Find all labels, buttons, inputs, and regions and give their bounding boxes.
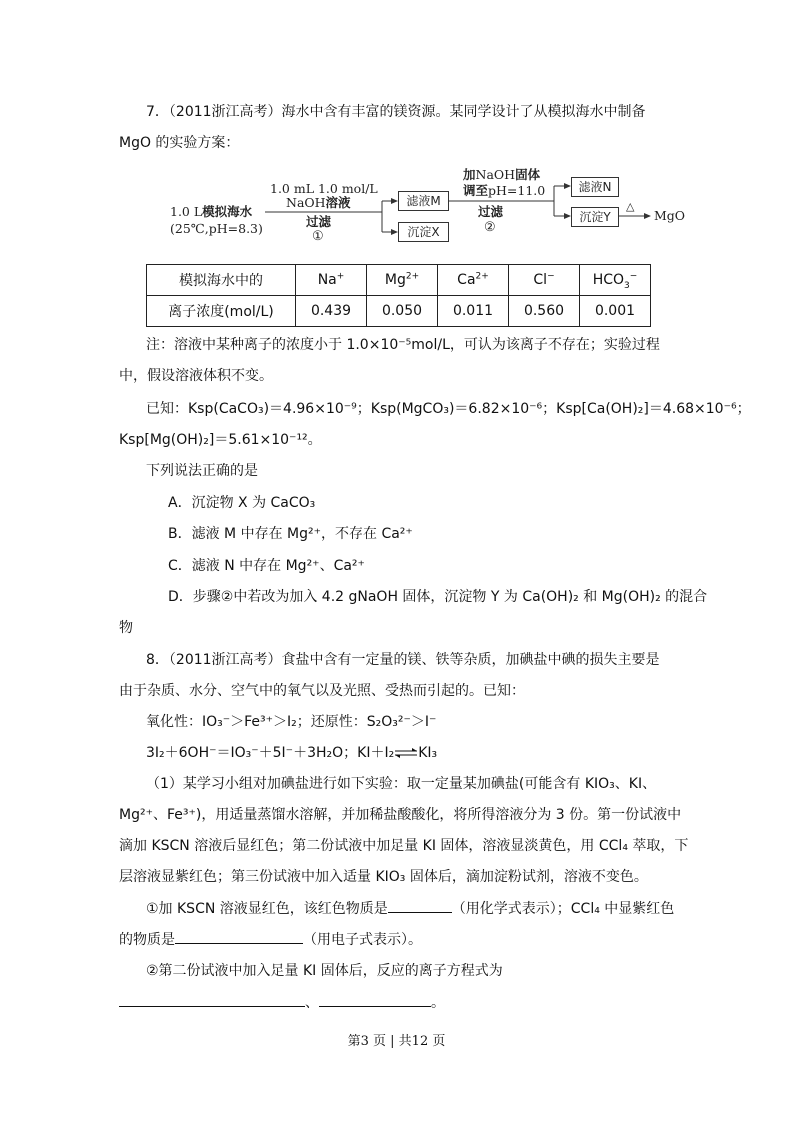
- reagent2-line1: 加NaOH固体: [463, 167, 541, 182]
- q8-equations: [146, 743, 437, 763]
- q7-option-d-line1: D．步骤②中若改为加入 4.2 gNaOH 固体，沉淀物 Y 为 Ca(OH)₂ 和 Mg(OH)₂ 的混合: [168, 589, 708, 605]
- table-row: [147, 265, 651, 296]
- q8-para1-line2: Mg²⁺、Fe³⁺)，用适量蒸馏水溶解，并加稀盐酸酸化，将所得溶液分为 3 份。第一份试液中: [119, 807, 682, 823]
- box-filtrate-m: 滤液M: [398, 191, 449, 211]
- step1-number: ①: [312, 229, 324, 244]
- q8-para1-line4: 层溶液显紫红色；第三份试液中加入适量 KIO₃ 固体后，滴加淀粉试剂，溶液不变色。: [119, 869, 648, 885]
- answer-blank-1[interactable]: [388, 898, 452, 913]
- q8-sub1-line2: 的物质是 （用电子式表示）。: [119, 929, 422, 950]
- q7-question: 下列说法正确的是: [146, 463, 258, 479]
- ion-ca: $Ca^{2+}$: [438, 265, 509, 296]
- q8-para1-line1: （1）某学习小组对加碘盐进行如下实验：取一定量某加碘盐(可能含有 KIO₃、KI、: [146, 776, 657, 792]
- q7-option-b: B．滤液 M 中存在 Mg²⁺，不存在 Ca²⁺: [168, 526, 413, 542]
- value-ca: 0.011: [438, 296, 509, 327]
- heat-symbol: △: [626, 200, 635, 213]
- table-header-1: 模拟海水中的: [147, 265, 296, 296]
- ion-hco3: $HCO_3^-$: [580, 265, 651, 296]
- page-footer: 第3 页 | 共12 页: [347, 1034, 446, 1049]
- value-na: 0.439: [296, 296, 367, 327]
- q7-option-d-line2: 物: [119, 620, 133, 636]
- q8-line1: 8．（2011浙江高考）食盐中含有一定量的镁、铁等杂质，加碘盐中碘的损失主要是: [146, 652, 660, 668]
- table-header-2: 离子浓度(mol/L): [147, 296, 296, 327]
- step2-number: ②: [484, 220, 496, 235]
- q8-sub1-line1: ①加 KSCN 溶液显红色，该红色物质是 （用化学式表示）；CCl₄ 中显紫红色: [146, 898, 674, 919]
- ion-na: Na+: [296, 265, 367, 296]
- reagent1-line2: [286, 196, 351, 210]
- ion-cl: Cl−: [509, 265, 580, 296]
- value-hco3: 0.001: [580, 296, 651, 327]
- equation-text: 3I₂＋6OH⁻＝IO₃⁻＋5I⁻＋3H₂O；KI＋I₂: [146, 745, 395, 761]
- q8-line2: 由于杂质、水分、空气中的氧气以及光照、受热而引起的。已知：: [119, 683, 525, 699]
- reagent1-line1: 1.0 mL 1.0 mol/L: [270, 181, 378, 196]
- q8-sub2: ②第二份试液中加入足量 KI 固体后，反应的离子方程式为: [146, 963, 503, 979]
- value-mg: 0.050: [367, 296, 438, 327]
- q8-para1-line3: 滴加 KSCN 溶液后显红色；第二份试液中加足量 KI 固体，溶液显淡黄色，用 CCl₄ 萃取，下: [119, 838, 689, 854]
- product-mgo: MgO: [654, 208, 686, 223]
- value-cl: 0.560: [509, 296, 580, 327]
- q7-line2: MgO 的实验方案：: [119, 135, 240, 151]
- q7-line1: 7．（2011浙江高考）海水中含有丰富的镁资源。某同学设计了从模拟海水中制备: [146, 104, 646, 120]
- seawater-condition: (25℃,pH=8.3): [170, 221, 263, 236]
- q7-option-a: A．沉淀物 X 为 CaCO₃: [168, 495, 316, 511]
- reagent1-naoh: NaOH: [286, 195, 326, 210]
- reversible-arrow-icon: [394, 748, 418, 758]
- answer-blank-2[interactable]: [175, 929, 303, 944]
- ion-concentration-table: [146, 264, 651, 327]
- seawater-name: 模拟海水: [202, 204, 253, 219]
- q7-note-line1: 注：溶液中某种离子的浓度小于 1.0×10⁻⁵mol/L，可认为该离子不存在；实验过程: [146, 337, 660, 353]
- box-filtrate-n: 滤液N: [571, 177, 619, 197]
- q7-known-line2: Ksp[Mg(OH)₂]＝5.61×10⁻¹²。: [119, 432, 322, 448]
- ion-mg: $Mg^{2+}$: [367, 265, 438, 296]
- flow-diagram: [160, 162, 700, 258]
- equation-product: KI₃: [418, 745, 438, 761]
- q8-oxidation: 氧化性：IO₃⁻＞Fe³⁺＞I₂；还原性：S₂O₃²⁻＞I⁻: [146, 714, 437, 730]
- answer-blank-4[interactable]: [319, 992, 431, 1007]
- seawater-label: [170, 205, 252, 219]
- table-row: [147, 296, 651, 327]
- q7-known-line1: 已知：Ksp(CaCO₃)＝4.96×10⁻⁹；Ksp(MgCO₃)＝6.82×10⁻⁶；Ksp[Ca(OH)₂]＝4.68×10⁻⁶；: [146, 401, 751, 417]
- reagent2-line2: 调至pH=11.0: [463, 183, 546, 198]
- seawater-amount: 1.0 L: [170, 204, 203, 219]
- q7-note-line2: 中，假设溶液体积不变。: [119, 368, 273, 384]
- answer-blank-3[interactable]: [119, 992, 305, 1007]
- q7-option-c: C．滤液 N 中存在 Mg²⁺、Ca²⁺: [168, 558, 365, 574]
- q8-sub2-answers: 、 。: [119, 992, 445, 1013]
- step2-label: 过滤: [478, 204, 504, 219]
- box-precipitate-x: 沉淀X: [398, 222, 449, 242]
- step1-label: 过滤: [306, 214, 332, 229]
- box-precipitate-y: 沉淀Y: [571, 207, 619, 227]
- reagent1-solution: 溶液: [325, 195, 351, 210]
